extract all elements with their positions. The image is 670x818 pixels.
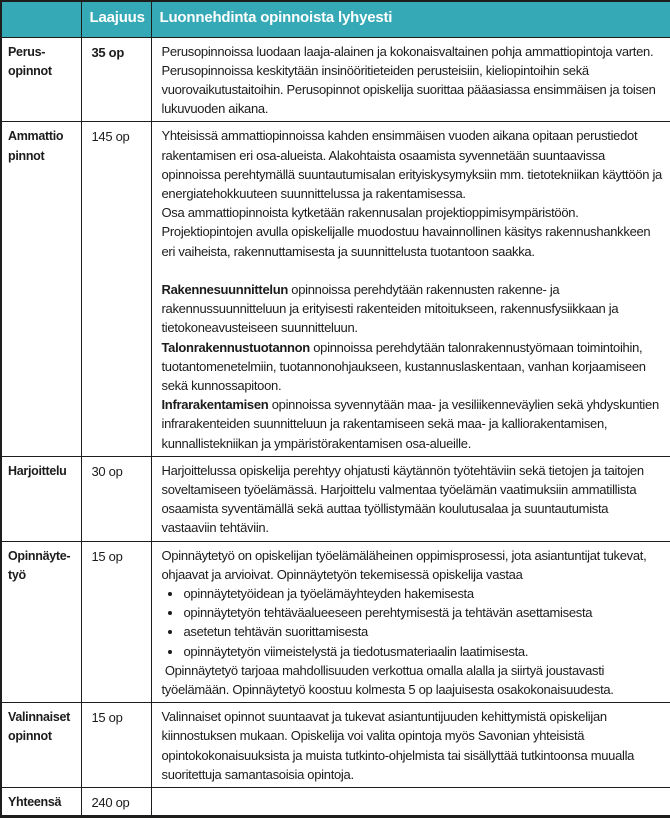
description-cell	[151, 541, 670, 703]
bullet-item	[183, 642, 665, 661]
bullet-text: opinnäytetyön tehtäväalueeseen perehtymisestä ja tehtävän asettamisesta	[183, 605, 593, 621]
header-cell-description: Luonnehdinta opinnoista lyhyesti	[151, 1, 670, 37]
credits-cell	[81, 456, 151, 541]
description-cell	[151, 788, 670, 817]
credits-cell	[81, 703, 151, 788]
credits-cell	[81, 122, 151, 456]
description-cell	[151, 703, 670, 788]
bold-text-segment: Rakennesuunnittelun	[161, 281, 288, 297]
description-paragraph	[162, 395, 665, 453]
table-row	[1, 122, 670, 456]
credits-value: 30 op	[91, 463, 123, 479]
table-row	[1, 541, 670, 703]
bold-text-segment: Talonrakennustuotannon	[161, 339, 310, 355]
credits-cell	[81, 788, 151, 817]
row-label-line: Opinnäyte-	[8, 548, 71, 563]
text-segment: Opinnäytetyö on opiskelijan työelämäläheinen oppimisprosessi, jota asiantuntijat tukevat, ohjaavat ja arvioivat. Opinnäytetyön tekemisessä opiskelija vastaa	[161, 547, 650, 582]
row-label-line: Ammattio	[8, 129, 64, 144]
description-paragraph	[162, 661, 665, 699]
bullet-text: asetetun tehtävän suorittamisesta	[183, 624, 368, 640]
text-segment: Perusopinnoissa luodaan laaja-alainen ja kokonaisvaltainen pohja ammattiopintoja varten. Perusopinnoissa keskitytään insinööritieteiden perusteisiin, kieliopintoihin sekä vuorovaikutustaitoihin. Perusopinnot opiskelija suorittaa pääasiassa ensimmäisen ja toisen lukuvuoden aikana.	[161, 43, 659, 117]
bullet-item	[183, 584, 665, 603]
credits-cell	[81, 541, 151, 703]
table-row	[1, 788, 670, 817]
row-label-line: Perus-	[8, 44, 46, 59]
blank-line	[162, 261, 665, 280]
text-segment: Osa ammattiopinnoista kytketään rakennusalan projektioppimisympäristöön. Projektiopintojen avulla opiskelijalle muodostuu havainnollinen käsitys rakennushankkeen eri vaiheista, rakennuttamisesta ja suunnittelusta tuotantoon saakka.	[161, 205, 654, 259]
row-label-cell	[1, 122, 81, 456]
description-paragraph	[162, 280, 665, 338]
bullet-item	[183, 603, 665, 622]
table-header	[1, 1, 670, 37]
description-cell	[151, 456, 670, 541]
row-label-cell	[1, 456, 81, 541]
row-label-line: opinnot	[8, 63, 52, 78]
header-row	[1, 1, 670, 37]
bullet-text: opinnäytetyön viimeistelystä ja tiedotusmateriaalin laatimisesta.	[183, 643, 529, 659]
bullet-list	[162, 584, 665, 661]
description-paragraph	[162, 546, 665, 584]
row-label-line: Harjoittelu	[8, 463, 67, 478]
text-segment: Harjoittelussa opiskelija perehtyy ohjatusti käytännön työtehtäviin sekä tietojen ja taitojen soveltamiseen työelämässä. Harjoittelu valmentaa työelämän vaatimuksiin ammatillista osaamista syventämällä sekä auttaa työllistymään koulutusalaa ja suuntautumista vastaaviin tehtäviin.	[161, 462, 648, 536]
row-label-line: pinnot	[8, 148, 45, 163]
credits-value: 145 op	[91, 129, 130, 145]
row-label-line: Valinnaiset	[8, 710, 71, 725]
table-row	[1, 37, 670, 122]
text-segment: Opinnäytetyö tarjoaa mahdollisuuden verkottua omalla alalla ja siirtyä joustavasti työelämään. Opinnäytetyö koostuu kolmesta 5 op laajuisesta osakokonaisuudesta.	[161, 662, 614, 697]
description-paragraph	[162, 338, 665, 396]
table-row	[1, 703, 670, 788]
credits-value: 15 op	[91, 548, 123, 564]
bold-text-segment: Infrarakentamisen	[161, 397, 269, 413]
header-cell-empty	[1, 1, 81, 37]
text-segment: Valinnaiset opinnot suuntaavat ja tukevat asiantuntijuuden kehittymistä opiskelijan kiinnostuksen mukaan. Opiskelija voi valita opintoja myös Savonian yhteisistä opintokokonaisuuksista ja muista tutkinto-ohjelmista tai sisällyttää tutkintoonsa muualla suoritettuja samantasoisia opintoja.	[161, 709, 638, 782]
description-paragraph	[162, 42, 665, 119]
row-label-line: opinnot	[8, 729, 52, 744]
text-segment: opinnoissa syvennytään maa- ja vesiliikenneväylien sekä yhdyskuntien infrarakenteiden suunnitteluun ja rakentamiseen sekä maa- ja kalliorakentamisen, kunnallistekniikan ja ympäristörakentamisen osa-alueille.	[161, 397, 663, 451]
bullet-text: opinnäytetyöidean ja työelämäyhteyden hakemisesta	[183, 585, 474, 601]
text-segment: opinnoissa perehdytään rakennusten rakenne- ja rakennussuunnitteluun ja erityisesti rakenteiden mitoitukseen, rakennusfysiikkaan ja tietokoneavusteiseen suunnitteluun.	[161, 281, 622, 336]
description-cell	[151, 37, 670, 122]
header-cell-laajuus: Laajuus	[81, 1, 151, 37]
credits-value: 240 op	[91, 795, 130, 810]
text-segment: opinnoissa perehdytään talonrakennustyömaan toimintoihin, tuotantomenetelmiin, tuotannonohjaukseen, kustannuslaskentaan, vanhan korjaamiseen sekä kunnossapitoon.	[161, 339, 650, 393]
description-paragraph	[162, 707, 665, 784]
credits-value: 15 op	[91, 710, 123, 726]
row-label-cell	[1, 788, 81, 817]
description-paragraph	[162, 126, 665, 203]
row-label-line: työ	[8, 567, 26, 582]
table-row	[1, 456, 670, 541]
description-paragraph	[162, 461, 665, 538]
row-label-line: Yhteensä	[8, 795, 62, 809]
row-label-cell	[1, 37, 81, 122]
row-label-cell	[1, 703, 81, 788]
bullet-item	[183, 622, 665, 641]
description-paragraph	[162, 203, 665, 261]
table-body	[1, 37, 670, 817]
text-segment: Yhteisissä ammattiopinnoissa kahden ensimmäisen vuoden aikana opitaan perustiedot rakentamisen eri osa-alueista. Alakohtaista osaamista syvennetään suuntaavissa opinnoissa perehtymällä suuntautumisalan erityiskysymyksiin mm. tietotekniikan käyttöön ja energiatehokkuuteen suunnittelussa ja rakentamisessa.	[161, 128, 666, 201]
description-cell	[151, 122, 670, 456]
credits-value: 35 op	[91, 44, 124, 60]
row-label-cell	[1, 541, 81, 703]
credits-cell	[81, 37, 151, 122]
